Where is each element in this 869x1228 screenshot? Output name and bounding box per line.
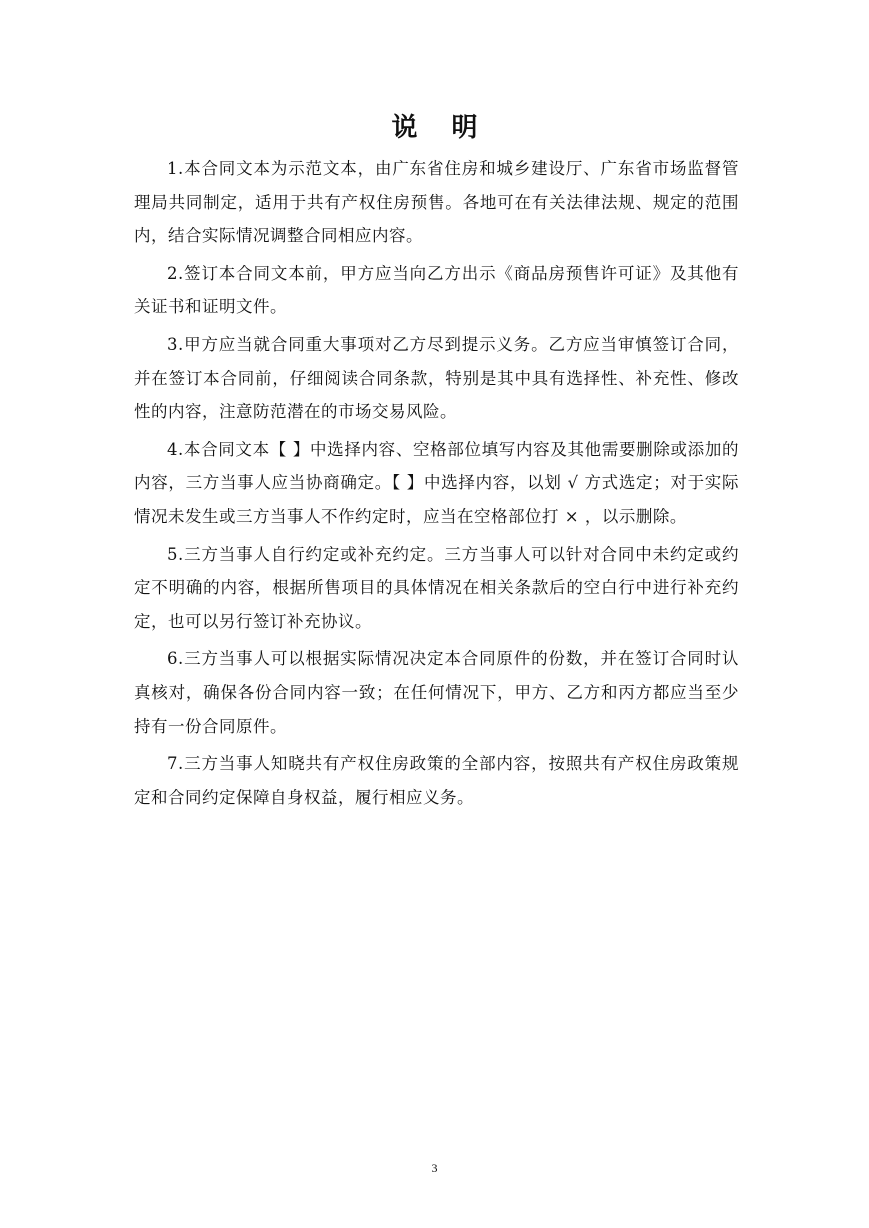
instruction-paragraph-1: 1.本合同文本为示范文本，由广东省住房和城乡建设厅、广东省市场监督管理局共同制定，适用于共有产权住房预售。各地可在有关法律法规、规定的范围内，结合实际情况调整合同相应内容。 — [134, 159, 739, 246]
page-title: 说明 — [391, 113, 512, 143]
instruction-paragraph-7: 7.三方当事人知晓共有产权住房政策的全部内容，按照共有产权住房政策规定和合同约定保障自身权益，履行相应义务。 — [134, 754, 739, 807]
instruction-paragraph-6: 6.三方当事人可以根据实际情况决定本合同原件的份数，并在签订合同时认真核对，确保各份合同内容一致；在任何情况下，甲方、乙方和丙方都应当至少持有一份合同原件。 — [134, 649, 739, 736]
instruction-paragraph-4: 4.本合同文本【 】中选择内容、空格部位填写内容及其他需要删除或添加的内容，三方当事人应当协商确定。【 】中选择内容，以划 √ 方式选定；对于实际情况未发生或三方当事人不作约定时，应当在空格部位打 × ，以示删除。 — [134, 439, 739, 526]
page-number: 3 — [431, 1161, 438, 1175]
instruction-paragraph-5: 5.三方当事人自行约定或补充约定。三方当事人可以针对合同中未约定或约定不明确的内容，根据所售项目的具体情况在相关条款后的空白行中进行补充约定，也可以另行签订补充协议。 — [134, 544, 739, 631]
instruction-paragraph-3: 3.甲方应当就合同重大事项对乙方尽到提示义务。乙方应当审慎签订合同，并在签订本合同前，仔细阅读合同条款，特别是其中具有选择性、补充性、修改性的内容，注意防范潜在的市场交易风险。 — [134, 334, 739, 422]
instructions-body — [134, 152, 739, 818]
instruction-paragraph-2: 2.签订本合同文本前，甲方应当向乙方出示《商品房预售许可证》及其他有关证书和证明文件。 — [134, 263, 739, 317]
